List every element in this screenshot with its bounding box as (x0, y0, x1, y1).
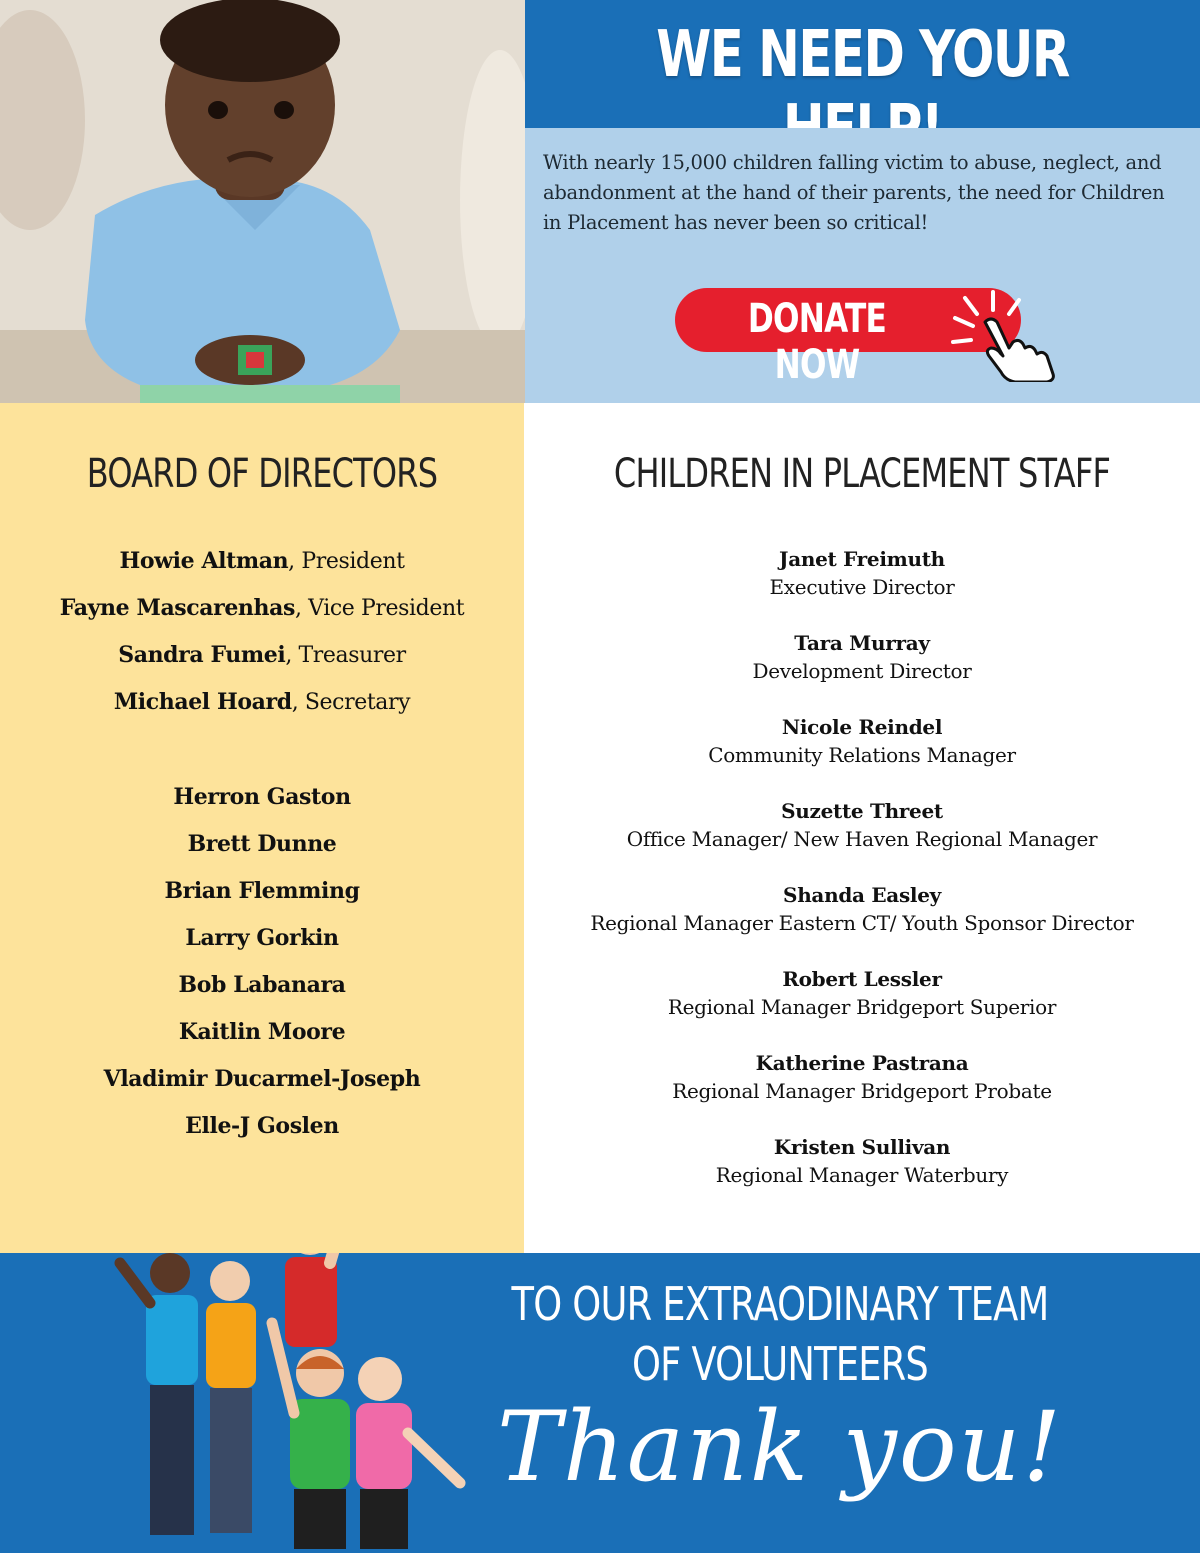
footer-line-2: OF VOLUNTEERS (632, 1337, 928, 1391)
board-member: Kaitlin Moore (178, 1019, 346, 1045)
officer-title: , Vice President (294, 596, 465, 621)
pointing-hand-icon (943, 290, 1063, 382)
staff-item (524, 797, 1200, 881)
officer-list (0, 543, 524, 731)
board-member: Brian Flemming (164, 878, 360, 904)
toddler-illustration (0, 0, 525, 403)
board-member: Elle-J Goslen (185, 1113, 339, 1139)
donate-button[interactable] (675, 288, 1021, 388)
officer-item (0, 543, 524, 590)
thank-you-script: Thank you! (496, 1391, 1064, 1503)
staff-role: Development Director (752, 659, 972, 683)
staff-item (524, 881, 1200, 965)
board-member: Vladimir Ducarmel-Joseph (103, 1066, 421, 1092)
page-title: WE NEED YOUR (656, 18, 1069, 92)
officer-title: , Treasurer (285, 643, 406, 668)
staff-section (524, 403, 1200, 1253)
staff-name: Katherine Pastrana (755, 1051, 969, 1075)
footer-line-1: TO OUR EXTRAODINARY TEAM (511, 1277, 1049, 1331)
help-panel (525, 128, 1200, 403)
staff-item (524, 1133, 1200, 1217)
staff-name: Robert Lessler (782, 967, 942, 991)
staff-list (524, 545, 1200, 1217)
thank-you-footer (0, 1253, 1200, 1553)
officer-name: Michael Hoard (113, 689, 292, 715)
staff-heading: CHILDREN IN PLACEMENT STAFF (613, 451, 1111, 497)
officer-name: Howie Altman (119, 548, 289, 574)
help-header (525, 0, 1200, 128)
board-member: Larry Gorkin (185, 925, 339, 951)
staff-name: Shanda Easley (783, 883, 941, 907)
staff-item (524, 629, 1200, 713)
staff-item (524, 1049, 1200, 1133)
officer-title: , Secretary (291, 690, 411, 715)
staff-item (524, 965, 1200, 1049)
kids-illustration (80, 1253, 480, 1553)
donate-button-label: DONATE NOW (747, 296, 887, 388)
staff-role: Regional Manager Bridgeport Superior (667, 995, 1057, 1019)
staff-role: Office Manager/ New Haven Regional Manager (626, 827, 1098, 851)
board-member: Brett Dunne (187, 831, 337, 857)
staff-role: Executive Director (769, 575, 955, 599)
board-member: Bob Labanara (178, 972, 346, 998)
officer-name: Fayne Mascarenhas (59, 595, 295, 621)
member-list (0, 779, 524, 1155)
staff-item (524, 713, 1200, 797)
staff-role: Regional Manager Eastern CT/ Youth Sponsor Director (590, 911, 1134, 935)
staff-name: Tara Murray (794, 631, 930, 655)
staff-name: Suzette Threet (781, 799, 943, 823)
staff-role: Regional Manager Bridgeport Probate (672, 1079, 1052, 1103)
officer-name: Sandra Fumei (118, 642, 286, 668)
officer-item (0, 590, 524, 637)
help-description: With nearly 15,000 children falling victim to abuse, neglect, and abandonment at the hand of their parents, the need for Children in Placement has never been so critical! (543, 151, 1165, 234)
staff-item (524, 545, 1200, 629)
board-member: Herron Gaston (173, 784, 351, 810)
staff-name: Kristen Sullivan (773, 1135, 951, 1159)
officer-item (0, 684, 524, 731)
staff-name: Nicole Reindel (781, 715, 943, 739)
hero-photo (0, 0, 525, 403)
board-heading: BOARD OF DIRECTORS (86, 451, 438, 497)
board-section (0, 403, 524, 1253)
officer-title: , President (288, 549, 405, 574)
officer-item (0, 637, 524, 684)
staff-role: Regional Manager Waterbury (715, 1163, 1009, 1187)
staff-role: Community Relations Manager (708, 743, 1016, 767)
staff-name: Janet Freimuth (779, 547, 945, 571)
